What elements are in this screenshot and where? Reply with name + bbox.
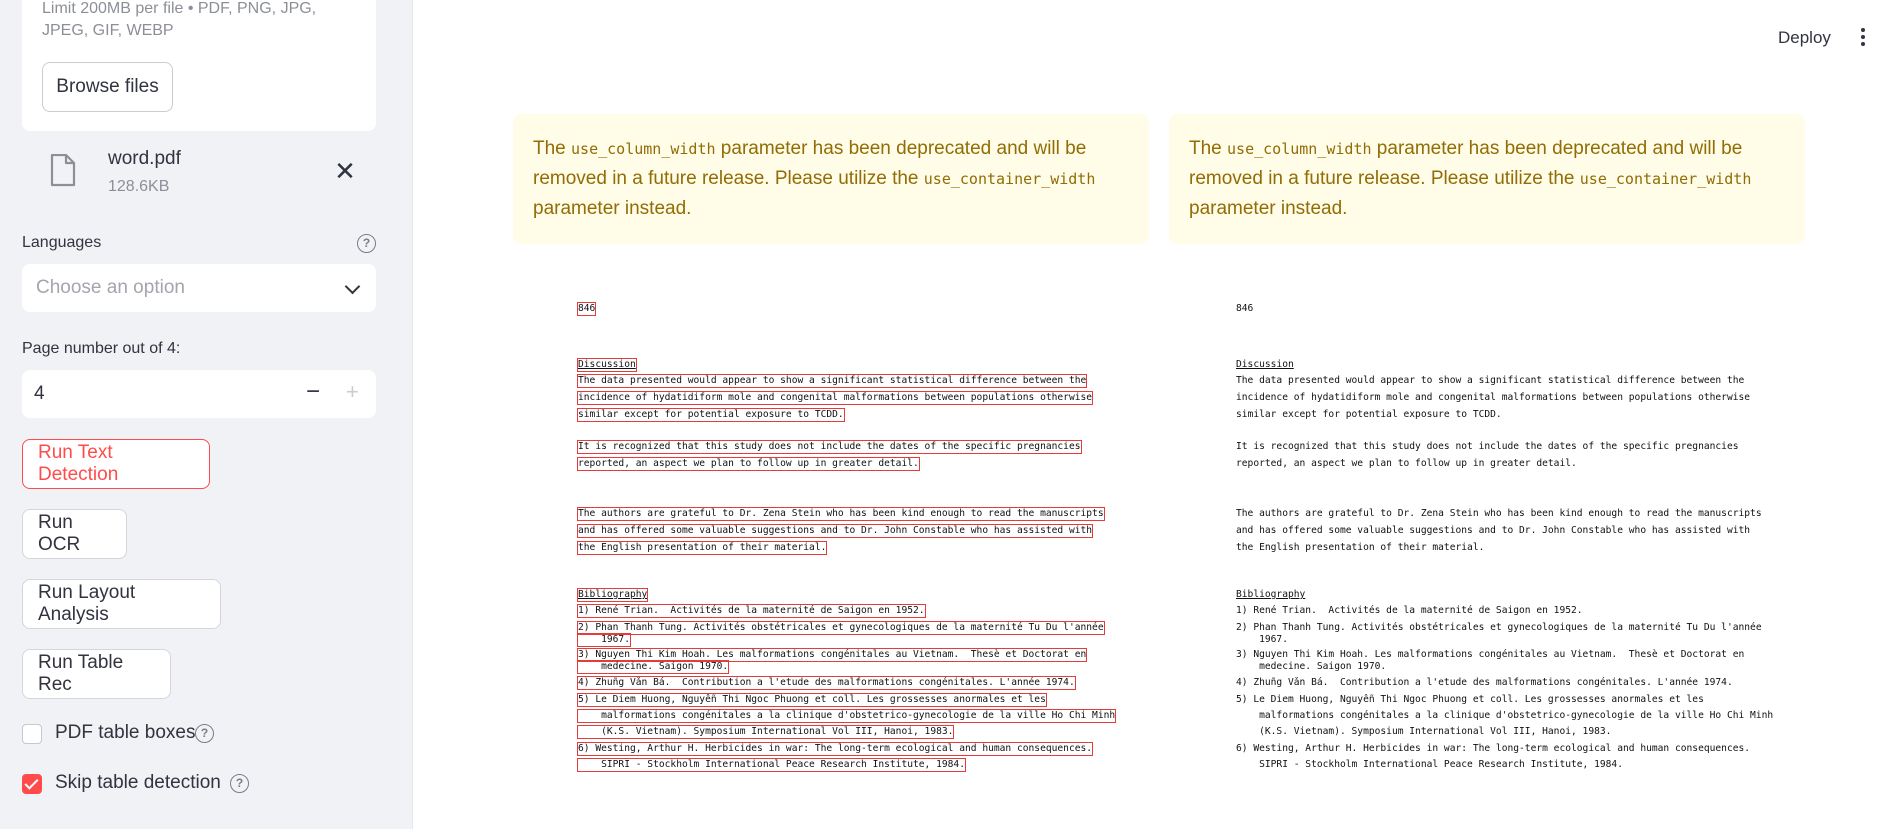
document-text-line: SIPRI - Stockholm International Peace Research Institute, 1984. <box>578 759 965 770</box>
document-text-line: 846 <box>1236 303 1254 314</box>
file-icon <box>50 154 76 187</box>
document-text-line: SIPRI - Stockholm International Peace Research Institute, 1984. <box>1236 759 1623 770</box>
document-text-line: The data presented would appear to show a significant statistical difference between the <box>578 375 1087 386</box>
warning-code: use_container_width <box>923 170 1096 188</box>
document-text-line: 4) Zhuñg Vǎn Bá. Contribution a l'etude des malformations congénitales. L'année 1974. <box>578 677 1075 688</box>
document-text-line: incidence of hydatidiform mole and congenital malformations between populations otherwise <box>578 392 1093 403</box>
deprecation-warning <box>513 114 1149 244</box>
browse-files-button[interactable]: Browse files <box>42 62 173 112</box>
document-text-line: 5) Le Diem Huong, Nguyễn Thi Ngoc Phuong et coll. Les grossesses anormales et les <box>1236 694 1704 705</box>
pdf-table-boxes-checkbox[interactable] <box>22 724 42 744</box>
document-text-line: 1967. <box>1236 634 1288 645</box>
document-text-line: malformations congénitales a la clinique d'obstetrico-gynecologie de la ville Ho Chi Minh <box>1236 710 1774 721</box>
document-text-line: (K.S. Vietnam). Symposium International Vol III, Hanoi, 1983. <box>1236 726 1612 737</box>
pdf-table-boxes-label: PDF table boxes <box>55 722 196 743</box>
warning-text: The <box>1189 138 1228 159</box>
document-text-line: (K.S. Vietnam). Symposium International Vol III, Hanoi, 1983. <box>578 726 954 737</box>
document-text-line: 1967. <box>578 634 630 645</box>
help-circle-icon[interactable]: ? <box>357 234 376 253</box>
document-text-line: and has offered some valuable suggestions and to Dr. John Constable who has assisted with <box>1236 525 1751 536</box>
upload-limit-text: Limit 200MB per file • PDF, PNG, JPG, JPEG, GIF, WEBP <box>42 0 317 39</box>
page-number-input[interactable] <box>22 370 376 418</box>
document-text-line: The authors are grateful to Dr. Zena Stein who has been kind enough to read the manuscripts <box>1236 508 1762 519</box>
document-text-line: Discussion <box>1236 359 1294 370</box>
document-text-line: incidence of hydatidiform mole and congenital malformations between populations otherwise <box>1236 392 1751 403</box>
document-text-line: 3) Nguyen Thi Kim Hoah. Les malformations congénitales au Vietnam. Thesè et Doctorat en <box>1236 649 1745 660</box>
document-text-line: 3) Nguyen Thi Kim Hoah. Les malformations congénitales au Vietnam. Thesè et Doctorat en <box>578 649 1087 660</box>
document-text-line: 6) Westing, Arthur H. Herbicides in war: The long-term ecological and human consequences. <box>1236 743 1751 754</box>
run-table-rec-button[interactable]: Run Table Rec <box>22 649 171 699</box>
document-text-line: reported, an aspect we plan to follow up in greater detail. <box>1236 458 1577 469</box>
more-vertical-icon[interactable] <box>1860 28 1866 48</box>
warning-text: parameter instead. <box>1189 198 1348 219</box>
document-text-line: The data presented would appear to show a significant statistical difference between the <box>1236 375 1745 386</box>
help-circle-icon[interactable]: ? <box>230 774 249 793</box>
warning-text: parameter instead. <box>533 198 692 219</box>
document-text-line: and has offered some valuable suggestions and to Dr. John Constable who has assisted with <box>578 525 1093 536</box>
languages-select[interactable] <box>22 264 376 312</box>
page-number-value[interactable]: 4 <box>34 383 45 404</box>
page-number-label: Page number out of 4: <box>22 340 181 357</box>
file-name: word.pdf <box>108 148 181 169</box>
warning-text: parameter has been deprecated and will be removed in a future release. Please utilize the <box>533 138 1087 189</box>
deprecation-warning <box>1169 114 1805 244</box>
document-text-line: the English presentation of their material. <box>1236 542 1485 553</box>
document-text-line: 6) Westing, Arthur H. Herbicides in war: The long-term ecological and human consequences. <box>578 743 1093 754</box>
document-text-line: reported, an aspect we plan to follow up in greater detail. <box>578 458 919 469</box>
languages-placeholder: Choose an option <box>36 277 185 298</box>
warning-code: use_column_width <box>571 140 716 158</box>
run-ocr-button[interactable]: Run OCR <box>22 509 127 559</box>
file-uploader[interactable] <box>22 0 376 131</box>
document-text-line: medecine. Saigon 1970. <box>1236 661 1387 672</box>
increment-button[interactable]: + <box>346 379 359 404</box>
document-text-line: similar except for potential exposure to TCDD. <box>578 409 844 420</box>
document-text-line: 2) Phan Thanh Tung. Activités obstétricales et gynecologiques de la maternité Tu Du l'année <box>1236 622 1762 633</box>
chevron-down-icon <box>345 279 361 295</box>
document-text-line: 2) Phan Thanh Tung. Activités obstétricales et gynecologiques de la maternité Tu Du l'année <box>578 622 1104 633</box>
languages-label: Languages <box>22 234 102 251</box>
document-text-line: Bibliography <box>1236 589 1306 600</box>
document-text-line: medecine. Saigon 1970. <box>578 661 729 672</box>
close-icon[interactable]: ✕ <box>334 156 356 186</box>
document-text-line: 846 <box>578 303 596 314</box>
document-text-line: similar except for potential exposure to TCDD. <box>1236 409 1502 420</box>
original-page-image <box>1236 296 1816 776</box>
document-text-line: Bibliography <box>578 589 648 600</box>
warning-text: parameter has been deprecated and will be removed in a future release. Please utilize the <box>1189 138 1743 189</box>
text-detection-result-image <box>578 296 1158 776</box>
warning-code: use_column_width <box>1227 140 1372 158</box>
sidebar <box>0 0 413 829</box>
document-text-line: 5) Le Diem Huong, Nguyễn Thi Ngoc Phuong et coll. Les grossesses anormales et les <box>578 694 1046 705</box>
document-text-line: 1) René Trian. Activités de la maternité de Saigon en 1952. <box>578 605 925 616</box>
skip-table-detection-label: Skip table detection <box>55 772 221 793</box>
help-circle-icon[interactable]: ? <box>195 724 214 743</box>
skip-table-detection-checkbox[interactable] <box>22 774 42 794</box>
document-text-line: malformations congénitales a la clinique d'obstetrico-gynecologie de la ville Ho Chi Minh <box>578 710 1116 721</box>
decrement-button[interactable]: − <box>306 378 321 405</box>
file-size: 128.6KB <box>108 178 170 195</box>
warning-text: The <box>533 138 572 159</box>
deploy-button[interactable]: Deploy <box>1778 28 1831 47</box>
document-text-line: The authors are grateful to Dr. Zena Stein who has been kind enough to read the manuscripts <box>578 508 1104 519</box>
run-layout-analysis-button[interactable]: Run Layout Analysis <box>22 579 221 629</box>
document-text-line: 1) René Trian. Activités de la maternité de Saigon en 1952. <box>1236 605 1583 616</box>
document-text-line: the English presentation of their material. <box>578 542 827 553</box>
document-text-line: It is recognized that this study does not include the dates of the specific pregnancies <box>1236 441 1739 452</box>
uploaded-file-row <box>22 140 376 204</box>
warning-code: use_container_width <box>1579 170 1752 188</box>
run-text-detection-button[interactable]: Run Text Detection <box>22 439 210 489</box>
document-text-line: 4) Zhuñg Vǎn Bá. Contribution a l'etude des malformations congénitales. L'année 1974. <box>1236 677 1733 688</box>
document-text-line: It is recognized that this study does not include the dates of the specific pregnancies <box>578 441 1081 452</box>
document-text-line: Discussion <box>578 359 636 370</box>
